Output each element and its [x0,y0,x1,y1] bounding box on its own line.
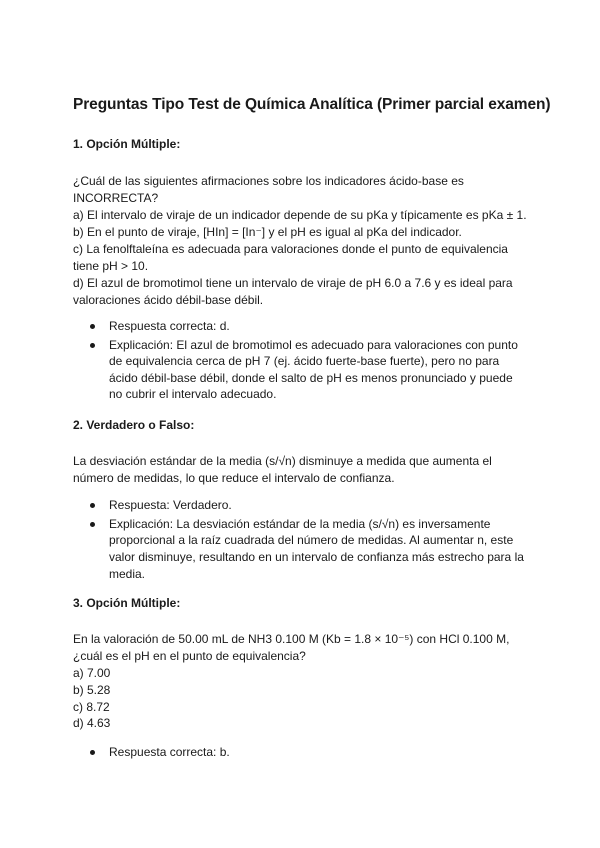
q1-answer: Respuesta correcta: d. [109,319,230,333]
q1-heading: 1. Opción Múltiple: [73,137,181,151]
bullet-icon [90,497,104,514]
q3-stem-line-2: ¿cuál es el pH en el punto de equivalencia? [73,649,306,663]
bullet-icon [90,337,104,354]
q2-stem-line-2: número de medidas, lo que reduce el intervalo de confianza. [73,471,395,485]
bullet-icon [90,516,104,533]
q1-option-b: b) En el punto de viraje, [HIn] = [In⁻] y el pH es igual al pKa del indicador. [73,225,462,239]
q1-option-c: c) La fenolftaleína es adecuada para valoraciones donde el punto de equivalencia [73,242,508,256]
q1-explanation-line-2: de equivalencia cerca de pH 7 (ej. ácido fuerte-base fuerte), pero no para [109,354,500,368]
q1-option-a: a) El intervalo de viraje de un indicador depende de su pKa y típicamente es pKa ± 1. [73,208,527,222]
q3-heading: 3. Opción Múltiple: [73,596,181,610]
document-page [73,0,551,848]
q2-explanation-line-3: valor disminuye, resultando en un intervalo de confianza más estrecho para la [109,550,524,564]
q1-explanation-line-1: Explicación: El azul de bromotimol es adecuado para valoraciones con punto [109,338,518,352]
q2-explanation-line-2: proporcional a la raíz cuadrada del número de medidas. Al aumentar n, este [109,533,514,547]
q3-stem-line-1: En la valoración de 50.00 mL de NH3 0.100 M (Kb = 1.8 × 10⁻⁵) con HCl 0.100 M, [73,632,510,646]
q1-option-d-cont: valoraciones ácido débil-base débil. [73,293,264,307]
bullet-icon [90,744,104,761]
q1-option-d: d) El azul de bromotimol tiene un intervalo de viraje de pH 6.0 a 7.6 y es ideal para [73,276,513,290]
q2-explanation-line-1: Explicación: La desviación estándar de la media (s/√n) es inversamente [109,517,491,531]
document-title: Preguntas Tipo Test de Química Analítica (Primer parcial examen) [73,96,551,113]
q1-explanation-line-3: ácido débil-base débil, donde el salto de pH es menos pronunciado y puede [109,371,513,385]
q2-stem-line-1: La desviación estándar de la media (s/√n) disminuye a medida que aumenta el [73,454,492,468]
q2-heading: 2. Verdadero o Falso: [73,418,195,432]
q1-stem-line-2: INCORRECTA? [73,191,159,205]
q3-option-c: c) 8.72 [73,700,110,714]
q2-answer: Respuesta: Verdadero. [109,498,232,512]
q3-option-d: d) 4.63 [73,716,111,730]
q1-explanation-line-4: no cubrir el intervalo adecuado. [109,387,277,401]
q2-explanation-line-4: media. [109,567,146,581]
q3-option-b: b) 5.28 [73,683,111,697]
q3-option-a: a) 7.00 [73,666,111,680]
q1-stem-line-1: ¿Cuál de las siguientes afirmaciones sobre los indicadores ácido-base es [73,174,464,188]
q1-option-c-cont: tiene pH > 10. [73,259,149,273]
q3-answer: Respuesta correcta: b. [109,745,230,759]
bullet-icon [90,318,104,335]
